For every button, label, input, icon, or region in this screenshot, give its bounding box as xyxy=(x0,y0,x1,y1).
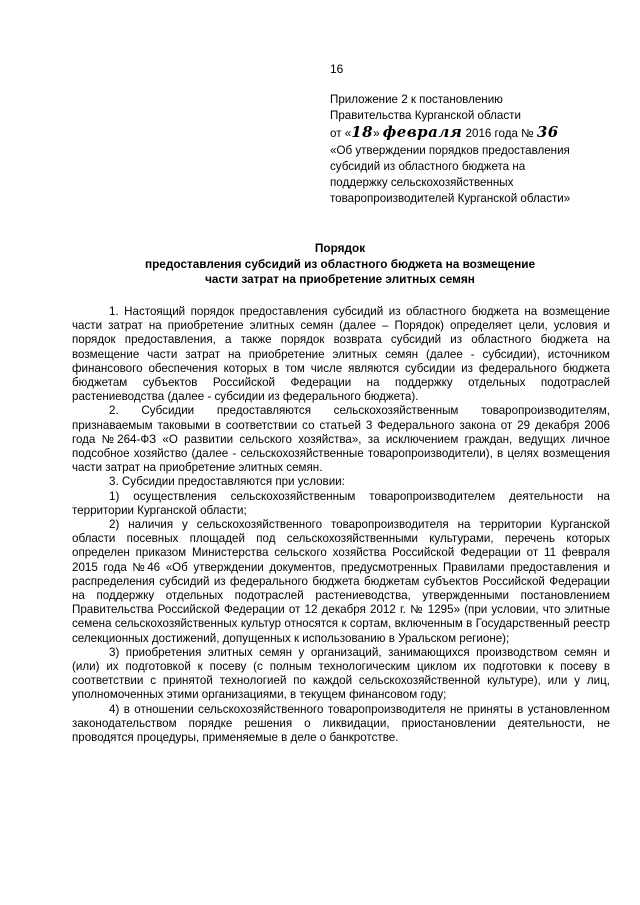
title-line: части затрат на приобретение элитных семян xyxy=(205,272,475,287)
page-number: 16 xyxy=(330,62,344,76)
date-day-handwritten: 18 xyxy=(351,123,374,142)
document-title xyxy=(70,241,610,288)
appendix-subject-line: субсидий из областного бюджета на xyxy=(330,159,526,173)
title-line: предоставления субсидий из областного бюджета на возмещение xyxy=(144,256,536,271)
appendix-line: Правительства Курганской области xyxy=(330,109,521,123)
date-prefix: от « xyxy=(330,127,352,141)
appendix-subject-line: поддержку сельскохозяйственных xyxy=(330,176,514,190)
paragraph: 4) в отношении сельскохозяйственного товаропроизводителя не приняты в установленном законодательством порядке решения о ликвидации, приостановлении деятельности, не проводятся процедуры, применяемые в деле о банкротстве. xyxy=(72,702,610,745)
date-mid: » xyxy=(373,127,380,141)
date-year: 2016 года № xyxy=(465,127,534,141)
appendix-subject-line: «Об утверждении порядков предоставления xyxy=(330,143,570,157)
document-body xyxy=(72,305,610,745)
appendix-header xyxy=(330,92,620,207)
doc-number-handwritten: 36 xyxy=(536,123,559,142)
date-month-handwritten: февраля xyxy=(382,123,463,142)
paragraph: 3) приобретения элитных семян у организаций, занимающихся производством семян и (или) их подготовкой к посеву (с полным технологическим циклом их подготовки к посеву в соответствии с принятой технологией по каждой сельскохозяйственной культуре), или у лиц, уполномоченных этими организациями, в текущем финансовом году; xyxy=(72,645,610,702)
paragraph: 2) наличия у сельскохозяйственного товаропроизводителя на территории Курганской области посевных площадей под сельскохозяйственными культурами, перечень которых определен приказом Министерства сельского хозяйства Российской Федерации от 11 февраля 2015 года №46 «Об утверждении документов, предусмотренных Правилами предоставления и распределения субсидий из федерального бюджета бюджетам субъектов Российской Федерации на поддержку отдельных подотраслей растениеводства, утвержденными постановлением Правительства Российской Федерации от 12 декабря 2012 г. № 1295» (при условии, что элитные семена сельскохозяйственных культур относятся к сортам, включенным в Государственный реестр селекционных достижений, допущенных к использованию в Уральском регионе); xyxy=(72,518,610,645)
paragraph: 1. Настоящий порядок предоставления субсидий из областного бюджета на возмещение части затрат на приобретение элитных семян (далее – Порядок) определяет цели, условия и порядок предоставления, а также порядок возврата субсидий из областного бюджета на возмещение части затрат на приобретение элитных семян (далее - субсидии), источником финансового обеспечения которых в том числе являются субсидии из федерального бюджета бюджетам субъектов Российской Федерации на поддержку отдельных подотраслей растениеводства (далее - субсидии из федерального бюджета). xyxy=(72,305,610,404)
paragraph: 2. Субсидии предоставляются сельскохозяйственным товаропроизводителям, признаваемым таковыми в соответствии со статьей 3 Федерального закона от 29 декабря 2006 года №264-ФЗ «О развитии сельского хозяйства», за исключением граждан, ведущих личное подсобное хозяйство (далее - сельскохозяйственные товаропроизводители), в целях возмещения части затрат на приобретение элитных семян. xyxy=(72,404,610,475)
appendix-date-line xyxy=(330,124,620,142)
paragraph: 3. Субсидии предоставляются при условии: xyxy=(109,475,345,489)
appendix-line: Приложение 2 к постановлению xyxy=(330,93,503,106)
paragraph: 1) осуществления сельскохозяйственным товаропроизводителем деятельности на территории Курганской области; xyxy=(72,489,610,517)
appendix-subject-line: товаропроизводителей Курганской области» xyxy=(330,192,571,206)
title-line: Порядок xyxy=(314,241,366,255)
